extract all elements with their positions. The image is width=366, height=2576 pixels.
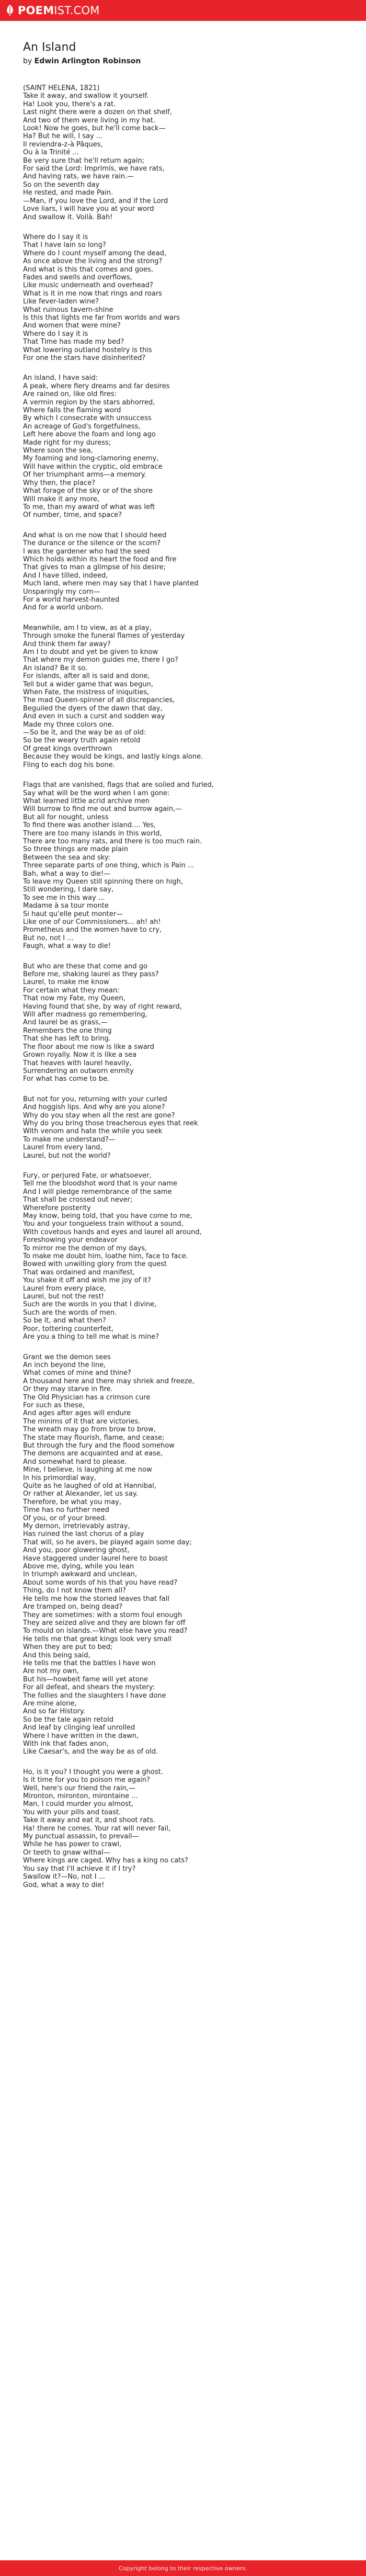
- poem-line: What is it in me now that rings and roars: [23, 289, 162, 298]
- poem-line: Having found that she, by way of right reward,: [23, 1002, 182, 1011]
- poem-line: Laurel from every place,: [23, 1284, 106, 1293]
- poem-line: Meanwhile, am I to view, as at a play,: [23, 624, 152, 632]
- poem-line: By which I consecrate with unsuccess: [23, 414, 152, 423]
- poem-line: And think them far away?: [23, 640, 111, 648]
- by-label: by: [23, 57, 32, 65]
- poem-line: He tells me that the battles I have won: [23, 1659, 156, 1667]
- poem-line: And leaf by clinging leaf unrolled: [23, 1724, 135, 1732]
- poem-line: Poor, tottering counterfeit,: [23, 1325, 114, 1333]
- poem-line: You shake it off and wish me joy of it?: [23, 1276, 152, 1285]
- poem-line: What forage of the sky or of the shore: [23, 487, 153, 495]
- stanza: [23, 963, 347, 1083]
- poem-line: My foaming and long-clamoring enemy,: [23, 455, 159, 463]
- poem-line: Time has no further need: [23, 1506, 109, 1515]
- poem-line: Will after madness go remembering,: [23, 1011, 147, 1019]
- poem-line: Where I have written in the dawn,: [23, 1732, 139, 1740]
- poem-line: Through smoke the funeral flames of yesterday: [23, 632, 185, 640]
- poem-line: The demons are acquainted and at ease,: [23, 1450, 163, 1458]
- poem-body: [23, 84, 347, 1889]
- poem-line: That Time has made my bed?: [23, 338, 124, 346]
- poem-line: Or rather at Alexander, let us say.: [23, 1490, 138, 1498]
- poem-line: In his primordial way,: [23, 1474, 96, 1482]
- stanza: [23, 624, 347, 769]
- poem-line: That I have lain so long?: [23, 241, 106, 250]
- poem-line: A vermin region by the stars abhorred,: [23, 398, 155, 406]
- poem-line: For a world harvest-haunted: [23, 595, 120, 604]
- poem-line: For certain what they mean:: [23, 986, 120, 995]
- stanza: [23, 1172, 347, 1341]
- poem-line: That was ordained and manifest,: [23, 1268, 135, 1276]
- poem-line: And ages after ages will endure: [23, 1409, 131, 1418]
- poem-line: With venom and hate the while you seek: [23, 1127, 163, 1136]
- poem-line: The minims of it that are victories.: [23, 1417, 141, 1426]
- poem-line: And I have tilled, indeed,: [23, 571, 108, 580]
- copyright-text: Copyright belong to their respective owners.: [119, 2564, 247, 2572]
- poem-line: And you, poor glowering ghost,: [23, 1546, 130, 1555]
- poem-line: Am I to doubt and yet be given to know: [23, 648, 158, 656]
- poem-line: Because they would be kings, and lastly kings alone.: [23, 753, 203, 761]
- poem-line: What ruinous tavern-shine: [23, 306, 113, 314]
- stanza: [23, 374, 347, 519]
- poem-line: In triumph awkward and unclean,: [23, 1571, 138, 1579]
- poem-line: —Man, if you love the Lord, and if the Lord: [23, 197, 168, 205]
- poem-line: Therefore, be what you may,: [23, 1498, 122, 1506]
- poem-line: An island, I have said:: [23, 374, 98, 382]
- poem-line: That now my Fate, my Queen,: [23, 995, 125, 1003]
- poem-line: Laurel from every land,: [23, 1144, 102, 1152]
- poem-line: Ho, is it you? I thought you were a ghost.: [23, 1768, 163, 1776]
- poem-line: Grown royally. Now it is like a sea: [23, 1051, 137, 1059]
- poem-line: For all defeat, and shears the mystery:: [23, 1684, 155, 1692]
- poem-line: Where do I say it is: [23, 233, 88, 241]
- site-footer: [0, 2560, 366, 2576]
- poem-line: Much land, where men may say that I have planted: [23, 580, 199, 588]
- poem-line: To me, than my award of what was left: [23, 503, 155, 511]
- poem-line: Bowed with unwilling glory from the quest: [23, 1260, 167, 1269]
- poem-line: He tells me that great kings look very small: [23, 1635, 172, 1643]
- poem-line: Look! Now he goes, but he'll come back—: [23, 125, 166, 133]
- poem-line: And hoggish lips. And why are you alone?: [23, 1103, 165, 1112]
- poem-line: To mould on islands.—What else have you read?: [23, 1627, 188, 1635]
- poem-line: Well, here's our friend the rain,—: [23, 1784, 135, 1792]
- poem-line: Unsparingly my corn—: [23, 587, 100, 596]
- poem-line: And women that were mine?: [23, 322, 121, 330]
- poem-line: And what is on me now that I should heed: [23, 531, 167, 539]
- poem-line: Like one of our Commissioners... ah! ah!: [23, 918, 161, 926]
- stanza: [23, 84, 347, 221]
- poem-line: Mine, I believe, is laughing at me now: [23, 1466, 152, 1474]
- poem-line: To make me understand?—: [23, 1135, 116, 1144]
- poem-line: Si haut qu'elle peut monter—: [23, 910, 123, 918]
- poem-line: Faugh, what a way to die!: [23, 942, 111, 951]
- poem-line: Such are the words in you that I divine,: [23, 1301, 157, 1309]
- poem-line: Prometheus and the women have to cry,: [23, 926, 162, 934]
- poem-content: [23, 41, 347, 1901]
- poem-line: Foreshowing your endeavor: [23, 1236, 118, 1245]
- poem-line: Why do you bring those treacherous eyes that reek: [23, 1119, 198, 1127]
- poem-line: As once above the living and the strong?: [23, 257, 163, 266]
- poem-line: God, what a way to die!: [23, 1881, 105, 1889]
- poem-line: So be the weary truth again retold: [23, 737, 141, 745]
- poem-line: Will burrow to find me out and burrow again,—: [23, 805, 182, 814]
- poem-line: Quite as he laughed of old at Hannibal,: [23, 1482, 156, 1490]
- poem-line: Which holds within its heart the food and fire: [23, 555, 177, 563]
- poem-line: Swallow it?—No, not I ...: [23, 1873, 106, 1881]
- poem-line: Fury, or perjured Fate, or whatsoever,: [23, 1171, 152, 1180]
- poem-line: Ou à la Trinité ...: [23, 149, 79, 157]
- poem-line: Where soon the sea,: [23, 447, 93, 455]
- poem-line: And having rats, we have rain.—: [23, 173, 134, 181]
- poem-line: While he has power to crawl,: [23, 1840, 122, 1849]
- poem-line: That gives to man a glimpse of his desire;: [23, 563, 166, 572]
- poem-line: Is it time for you to poison me again?: [23, 1776, 150, 1784]
- poem-line: For such as these,: [23, 1401, 85, 1409]
- poem-line: A peak, where fiery dreams and far desires: [23, 382, 170, 390]
- poem-line: My punctual assassin, to prevail—: [23, 1833, 139, 1841]
- poem-line: Laurel, but not the rest!: [23, 1293, 105, 1301]
- poem-line: An inch beyond the line,: [23, 1361, 106, 1369]
- poem-line: The floor about me now is like a sward: [23, 1043, 155, 1051]
- poem-line: Of her triumphant arms—a memory.: [23, 471, 146, 479]
- poem-line: And two of them were living in my hat.: [23, 116, 156, 125]
- poem-line: An acreage of God's forgetfulness,: [23, 422, 141, 431]
- poem-line: Have staggered under laurel here to boast: [23, 1554, 168, 1563]
- stanza: [23, 1095, 347, 1160]
- poem-line: To find there was another island.... Yes,: [23, 821, 156, 830]
- poem-line: Where falls the flaming word: [23, 406, 121, 415]
- poem-line: There are too many islands in this world,: [23, 829, 162, 838]
- poem-line: Has ruined the last chorus of a play: [23, 1530, 144, 1539]
- poem-line: And somewhat hard to please.: [23, 1458, 127, 1466]
- poem-line: Of great kings overthrown: [23, 744, 112, 753]
- poem-line: And so far History.: [23, 1708, 85, 1716]
- poem-line: Tell but a wider game that was begun,: [23, 680, 154, 688]
- poem-line: Grant we the demon sees: [23, 1353, 111, 1361]
- poem-line: For what has come to be.: [23, 1075, 110, 1083]
- poem-line: With ink that fades anon,: [23, 1740, 109, 1748]
- poem-line: Of you, or of your breed.: [23, 1514, 107, 1522]
- poem-line: Above me, dying, while you lean: [23, 1563, 134, 1571]
- poem-line: What lowering outland hostelry is this: [23, 346, 152, 354]
- poem-line: The durance or the silence or the scorn?: [23, 539, 161, 548]
- poem-line: What comes of mine and thine?: [23, 1369, 131, 1377]
- poem-line: The mad Queen-spinner of all discrepancies,: [23, 696, 175, 705]
- poem-line: And what is this that comes and goes,: [23, 265, 153, 274]
- poem-line: That will, so he avers, be played again some day;: [23, 1538, 192, 1546]
- author-line: [23, 57, 347, 65]
- poem-line: That where my demon guides me, there I go?: [23, 656, 178, 664]
- poem-line: And even in such a curst and sodden way: [23, 713, 165, 721]
- poem-line: For one the stars have disinherited?: [23, 354, 146, 362]
- poem-line: Like fever-laden wine?: [23, 298, 99, 306]
- stanza: [23, 1353, 347, 1756]
- poem-line: Surrendering an outworn enmity: [23, 1067, 134, 1075]
- poem-line: So on the seventh day: [23, 180, 100, 189]
- poem-line: With covetous hands and eyes and laurel all around,: [23, 1228, 202, 1236]
- poem-line: Il reviendra-z-à Pâques,: [23, 140, 103, 149]
- poem-line: And I will pledge remembrance of the same: [23, 1188, 172, 1196]
- poem-line: But all for nought, unless: [23, 813, 109, 821]
- poem-line: Of number, time, and space?: [23, 511, 122, 519]
- poem-line: Laurel, to make me know: [23, 978, 109, 987]
- poem-line: Like music underneath and overhead?: [23, 281, 153, 290]
- poem-line: Made right for my duress;: [23, 438, 111, 447]
- poem-line: Tell me the bloodshot word that is your name: [23, 1180, 177, 1188]
- stanza: [23, 781, 347, 951]
- poem-line: My demon, irretrievably astray,: [23, 1522, 130, 1531]
- poem-line: And this being said,: [23, 1651, 90, 1659]
- poem-line: The follies and the slaughters I have done: [23, 1691, 166, 1700]
- poem-line: Remembers the one thing: [23, 1026, 112, 1035]
- poem-line: About some words of his that you have read?: [23, 1578, 178, 1587]
- poem-line: But his—howbeit fame will yet atone: [23, 1675, 148, 1684]
- logo-text-main: POEM: [18, 4, 54, 17]
- poem-line: Before me, shaking laurel as they pass?: [23, 970, 159, 979]
- poem-line: So be it, and what then?: [23, 1317, 106, 1325]
- poem-line: Flags that are vanished, flags that are soiled and furled,: [23, 781, 214, 789]
- poem-line: Is this that lights me far from worlds and wars: [23, 313, 180, 322]
- poem-line: Fades and swells and overflows,: [23, 273, 132, 281]
- poem-line: Where kings are caged. Why has a king no cats?: [23, 1857, 188, 1865]
- logo-text-sub: IST.COM: [54, 4, 100, 17]
- poem-line: And swallow it. Voilà. Bah!: [23, 213, 113, 221]
- poem-line: I was the gardener who had the seed: [23, 547, 150, 556]
- poem-line: Left here above the foam and long ago: [23, 431, 156, 439]
- poem-line: (SAINT HELENA, 1821): [23, 84, 100, 92]
- poem-line: The wreath may go from brow to brow,: [23, 1426, 156, 1434]
- poem-line: They are sometimes: with a storm foul enough: [23, 1611, 182, 1619]
- poem-line: Or teeth to gnaw withal—: [23, 1848, 110, 1857]
- poem-line: You say that I'll achieve it if I try?: [23, 1865, 136, 1873]
- poem-line: Beguiled the dyers of the dawn that day,: [23, 704, 163, 713]
- poem-line: To leave my Queen still spinning there on high,: [23, 877, 184, 886]
- poem-line: Be very sure that he'll return again;: [23, 156, 145, 165]
- poem-line: Why do you stay when all the rest are gone?: [23, 1111, 175, 1120]
- stanza: [23, 1768, 347, 1889]
- poem-line: Why then, the place?: [23, 479, 96, 487]
- poem-line: Mironton, mironton, mirontaine ...: [23, 1792, 138, 1801]
- poem-line: When Fate, the mistress of iniquities,: [23, 688, 150, 697]
- poem-line: Are rained on, like old fires:: [23, 390, 117, 399]
- stanza: [23, 233, 347, 363]
- poem-line: Ha! there he comes. Your rat will never fail,: [23, 1824, 171, 1833]
- poem-line: Bah, what a way to die!—: [23, 869, 111, 878]
- poem-line: Take it away, and swallow it yourself.: [23, 92, 149, 100]
- poem-line: Madame à sa tour monte: [23, 902, 109, 910]
- poem-line: But no, not I ...: [23, 934, 74, 942]
- poem-line: Man, I could murder you almost,: [23, 1800, 133, 1809]
- site-logo[interactable]: [5, 4, 100, 17]
- stanza: [23, 532, 347, 612]
- poem-line: A thousand here and there may shriek and freeze,: [23, 1377, 195, 1385]
- author-link[interactable]: Edwin Arlington Robinson: [34, 57, 141, 65]
- poem-line: An island? Be it so.: [23, 664, 88, 672]
- poem-line: Are tramped on, being dead?: [23, 1603, 123, 1611]
- poem-line: The Old Physician has a crimson cure: [23, 1393, 151, 1402]
- poem-line: Still wondering, I dare say,: [23, 886, 114, 894]
- poem-line: For islands, after all is said and done,: [23, 672, 150, 681]
- poem-line: Thing, do I not know them all?: [23, 1587, 126, 1595]
- poem-line: So be the tale again retold: [23, 1715, 114, 1724]
- poem-line: Ha! Look you, there's a rat.: [23, 100, 116, 108]
- poem-line: But not for you, returning with your curled: [23, 1095, 167, 1103]
- poem-line: —So be it, and the way be as of old:: [23, 729, 146, 737]
- poem-line: Last night there were a dozen on that shelf,: [23, 108, 172, 117]
- site-header: [0, 0, 366, 21]
- poem-line: And laurel be as grass,—: [23, 1019, 108, 1027]
- poem-line: Wherefore posterity: [23, 1204, 91, 1212]
- poem-line: Take it away and eat it, and shoot rats.: [23, 1816, 155, 1825]
- poem-title: An Island: [23, 41, 76, 54]
- poem-line: Like Caesar's, and the way be as of old.: [23, 1748, 158, 1756]
- poem-line: And for a world unborn.: [23, 604, 104, 612]
- poem-line: But who are these that come and go: [23, 962, 147, 970]
- quill-icon: [5, 4, 15, 17]
- poem-line: When they are put to bed;: [23, 1643, 113, 1652]
- poem-line: Are mine alone,: [23, 1699, 77, 1708]
- poem-line: Laurel, but not the world?: [23, 1151, 111, 1160]
- poem-line: The state may flourish, flame, and cease;: [23, 1433, 165, 1442]
- poem-line: That she has left to bring.: [23, 1035, 111, 1043]
- poem-line: To make me doubt him, loathe him, face to face.: [23, 1252, 188, 1261]
- poem-line: They are seized alive and they are blown far off: [23, 1619, 186, 1627]
- poem-line: Three separate parts of one thing, which is Pain ...: [23, 862, 195, 870]
- poem-line: What learned little acrid archive men: [23, 797, 150, 805]
- poem-line: Say what will be the word when I am gone:: [23, 789, 170, 797]
- poem-line: Are not my own,: [23, 1667, 79, 1676]
- poem-line: To see me in this way ...: [23, 894, 105, 902]
- poem-line: But through the fury and the flood somehow: [23, 1441, 175, 1450]
- poem-line: Will make it any more,: [23, 495, 100, 503]
- poem-line: Made my three colors one.: [23, 720, 114, 729]
- poem-line: Will have within the cryptic, old embrace: [23, 462, 163, 471]
- poem-line: That heaves with laurel heavily,: [23, 1059, 132, 1067]
- poem-line: So three things are made plain: [23, 845, 129, 854]
- poem-line: Where do I say it is: [23, 330, 88, 338]
- poem-line: Ha? But he will, I say ...: [23, 132, 103, 141]
- poem-line: May know, being told, that you have come to me,: [23, 1212, 192, 1220]
- poem-line: For said the Lord: Imprimis, we have rats,: [23, 165, 165, 173]
- poem-line: Are you a thing to tell me what is mine?: [23, 1333, 159, 1341]
- poem-line: He rested, and made Pain.: [23, 189, 113, 197]
- poem-line: To mirror me the demon of my days,: [23, 1244, 147, 1252]
- poem-line: You with your pills and toast.: [23, 1808, 121, 1816]
- poem-line: You and your tongueless train without a sound,: [23, 1220, 184, 1228]
- poem-line: Love liars, I will have you at your word: [23, 205, 154, 213]
- poem-line: Where do I count myself among the dead,: [23, 249, 167, 257]
- poem-line: There are too many rats, and there is too much rain.: [23, 837, 202, 845]
- poem-line: That shall be crossed out never;: [23, 1196, 133, 1204]
- poem-line: He tells me how the storied leaves that fall: [23, 1595, 169, 1603]
- poem-line: Such are the words of men.: [23, 1308, 117, 1317]
- poem-line: Between the sea and sky:: [23, 853, 110, 862]
- poem-line: Or they may starve in fire.: [23, 1385, 113, 1394]
- poem-line: Fling to each dog his bone.: [23, 761, 115, 769]
